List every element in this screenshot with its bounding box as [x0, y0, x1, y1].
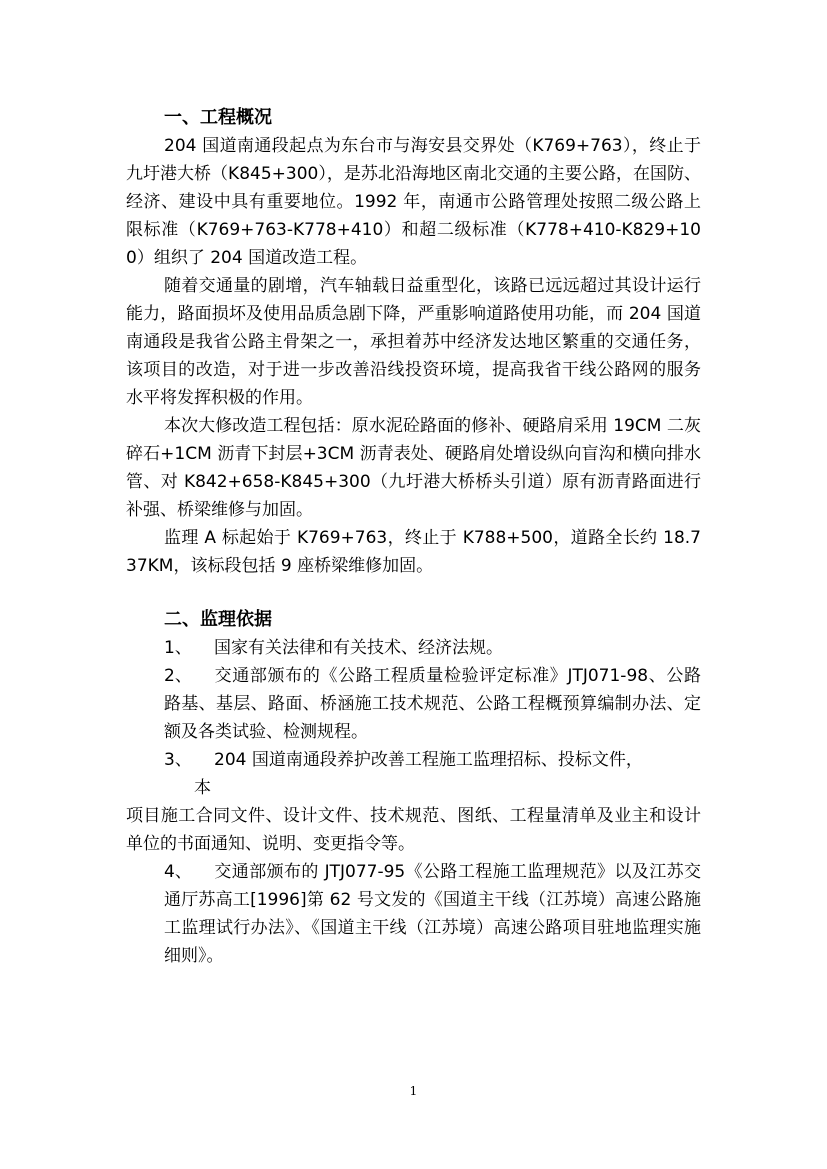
basis-item-text: 204 国道南通段养护改善工程施工监理招标、投标文件，	[214, 750, 643, 770]
page-number: 1	[409, 1084, 418, 1098]
overview-paragraph-1: 204 国道南通段起点为东台市与海安县交界处（K769+763），终止于九圩港大桥（K845+300），是苏北沿海地区南北交通的主要公路，在国防、经济、建设中具有重要地位。1992 年，南通市公路管理处按照二级公路上限标准（K769+763-K778+410）和超二级标准（K778+410-K829+100）组织了 204 国道改造工程。	[126, 136, 701, 268]
basis-item-text: 交通部颁布的《公路工程质量检验评定标准》JTJ071-98、公路路基、基层、路面、桥涵施工技术规范、公路工程概预算编制办法、定额及各类试验、检测规程。	[164, 666, 701, 742]
overview-paragraph-2: 随着交通量的剧增，汽车轴载日益重型化，该路已远远超过其设计运行能力，路面损坏及使用品质急剧下降，严重影响道路使用功能，而 204 国道南通段是我省公路主骨架之一，承担着苏中经济发达地区繁重的交通任务，该项目的改造，对于进一步改善沿线投资环境，提高我省干线公路网的服务水平将发挥积极的作用。	[126, 276, 701, 408]
section-heading-basis: 二、监理依据	[164, 609, 272, 630]
overview-paragraph-3: 本次大修改造工程包括：原水泥砼路面的修补、硬路肩采用 19CM 二灰碎石+1CM 沥青下封层+3CM 沥青表处、硬路肩处增设纵向盲沟和横向排水管、对 K842+658-K845+300（九圩港大桥桥头引道）原有沥青路面进行补强、桥梁维修与加固。	[126, 416, 701, 520]
basis-item-3-rest: 项目施工合同文件、设计文件、技术规范、图纸、工程量清单及业主和设计单位的书面通知、说明、变更指令等。	[126, 806, 701, 854]
basis-item-number: 2、	[164, 666, 192, 686]
basis-item-3	[126, 746, 701, 774]
section-spacer	[126, 580, 701, 606]
basis-item-text: 国家有关法律和有关技术、经济法规。	[214, 638, 503, 658]
basis-item-number: 1、	[164, 638, 192, 658]
basis-item-4	[126, 858, 701, 970]
overview-paragraph-4: 监理 A 标起始于 K769+763，终止于 K788+500，道路全长约 18.737KM，该标段包括 9 座桥梁维修加固。	[126, 528, 701, 576]
document-body	[126, 104, 701, 970]
section-heading-overview: 一、工程概况	[164, 107, 272, 128]
basis-item-3-continuation: 本	[194, 778, 211, 798]
basis-item-2	[126, 662, 701, 746]
basis-item-text: 交通部颁布的 JTJ077-95《公路工程施工监理规范》以及江苏交通厅苏高工[1996]第 62 号文发的《国道主干线（江苏境）高速公路施工监理试行办法》、《国道主干线（江苏境）高速公路项目驻地监理实施细则》。	[164, 862, 701, 966]
basis-item-1	[126, 634, 701, 662]
basis-item-number: 3、	[164, 750, 192, 770]
basis-item-number: 4、	[164, 862, 192, 882]
